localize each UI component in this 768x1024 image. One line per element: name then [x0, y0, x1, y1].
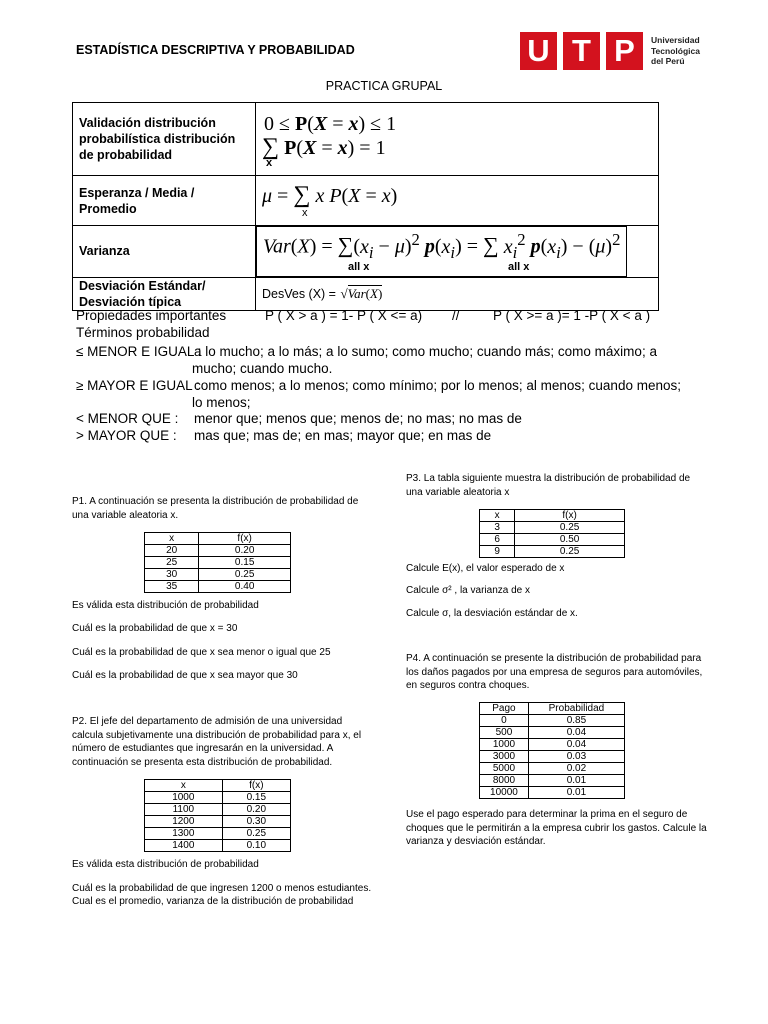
terminos-title: Términos probabilidad	[76, 325, 210, 340]
table-row: 1000 0.15	[145, 792, 291, 804]
table-header-row: x f(x)	[480, 510, 625, 522]
menor-igual-label: ≤ MENOR E IGUAL :	[76, 344, 202, 359]
p4-statement: P4. A continuación se presente la distribución de probabilidad para los daños pagados por una empresa de seguros para automóviles, en seguros contra choques.	[406, 653, 703, 691]
p3-question-3: Calcule σ, la desviación estándar de x.	[406, 608, 578, 619]
p1-question-3: Cuál es la probabilidad de que x sea menor o igual que 25	[72, 647, 331, 658]
varianza-formula: $Var(X) = \sum(x_i - \mu)^2$ $p(x_i)$ = ∑ $x_i^2$ $p(x_i) - (\mu)^2$ all x all x	[256, 226, 659, 278]
table-row: 0 0.85	[480, 715, 625, 727]
table-row: 20 0.20	[145, 545, 291, 557]
table-row: 1000 0.04	[480, 739, 625, 751]
mayor-igual-text-2: lo menos;	[192, 395, 251, 410]
page-subtitle: PRACTICA GRUPAL	[325, 79, 443, 93]
table-row: 5000 0.02	[480, 763, 625, 775]
p4-question: Use el pago esperado para determinar la prima en el seguro de choques que le permitirán a la empresa cubrir los gastos. Calcule la varianza y desviación estándar.	[406, 809, 707, 847]
table-row: 8000 0.01	[480, 775, 625, 787]
validacion-label: Validación distribución probabilística distribución de probabilidad	[73, 103, 256, 176]
table-row: 1400 0.10	[145, 840, 291, 852]
p1-question-4: Cuál es la probabilidad de que x sea mayor que 30	[72, 670, 298, 681]
p3-table	[479, 509, 625, 558]
table-row: 30 0.25	[145, 569, 291, 581]
p1-question-2: Cuál es la probabilidad de que x = 30	[72, 623, 238, 634]
propiedad-rule-2: P ( X >= a )= 1 -P ( X < a )	[493, 308, 651, 323]
menor-igual-text: a lo mucho; a lo más; a lo sumo; como mucho; cuando más; como máximo; a	[194, 344, 657, 359]
propiedad-separator: //	[452, 308, 460, 323]
menor-label: < MENOR QUE :	[76, 411, 179, 426]
table-row: 1100 0.20	[145, 804, 291, 816]
table-header-row: x f(x)	[145, 780, 291, 792]
table-row: 500 0.04	[480, 727, 625, 739]
table-row: 9 0.25	[480, 546, 625, 558]
esperanza-formula: μ = ∑ x P(X = x) x	[256, 176, 659, 226]
table-row: 3 0.25	[480, 522, 625, 534]
p2-question-3: Cual es el promedio, varianza de la distribución de probabilidad	[72, 896, 354, 907]
varianza-label: Varianza	[73, 226, 256, 278]
p3-question-2: Calcule σ² , la varianza de x	[406, 585, 531, 596]
propiedades-title: Propiedades importantes	[76, 308, 227, 323]
logo-letter-t: T	[563, 32, 600, 70]
table-row: 1300 0.25	[145, 828, 291, 840]
propiedad-rule-1: P ( X > a ) = 1- P ( X <= a)	[265, 308, 423, 323]
p1-question-1: Es válida esta distribución de probabilidad	[72, 600, 259, 611]
table-row: 1200 0.30	[145, 816, 291, 828]
p2-statement: P2. El jefe del departamento de admisión de una universidad calcula subjetivamente una distribución de probabilidad para x, el número de estudiantes que ingresarán en la universidad. A continuación se presenta esta distribución de probabilidad.	[72, 716, 362, 768]
logo-text: Universidad Tecnológica del Perú	[651, 35, 700, 66]
p1-statement: P1. A continuación se presenta la distribución de probabilidad de una variable aleatoria x.	[72, 496, 359, 521]
course-title: ESTADÍSTICA DESCRIPTIVA Y PROBABILIDAD	[76, 43, 355, 57]
p2-table	[144, 779, 291, 852]
p2-question-1: Es válida esta distribución de probabilidad	[72, 859, 259, 870]
table-header-row: x f(x)	[145, 533, 291, 545]
validacion-formula: 0 ≤ P(X = x) ≤ 1 ∑ P(X = x) = 1 x	[256, 103, 659, 176]
desviacion-formula: DesVes (X) = √Var(X)	[256, 277, 659, 310]
table-row: 35 0.40	[145, 581, 291, 593]
logo-letter-p: P	[606, 32, 643, 70]
mayor-igual-text: como menos; a lo menos; como mínimo; por lo menos; al menos; cuando menos;	[194, 378, 681, 393]
table-row: 6 0.50	[480, 534, 625, 546]
p2-question-2: Cuál es la probabilidad de que ingresen 1200 o menos estudiantes.	[72, 883, 372, 894]
mayor-text: mas que; mas de; en mas; mayor que; en mas de	[194, 428, 492, 443]
p3-question-1: Calcule E(x), el valor esperado de x	[406, 563, 565, 574]
menor-text: menor que; menos que; menos de; no mas; no mas de	[194, 411, 522, 426]
mayor-igual-label: ≥ MAYOR E IGUAL :	[76, 378, 200, 393]
p4-table	[479, 702, 625, 799]
formula-table	[72, 102, 659, 311]
table-row: 10000 0.01	[480, 787, 625, 799]
table-row: 25 0.15	[145, 557, 291, 569]
utp-logo	[520, 32, 698, 72]
table-header-row: Pago Probabilidad	[480, 703, 625, 715]
p3-statement: P3. La tabla siguiente muestra la distribución de probabilidad de una variable aleatoria x	[406, 473, 691, 498]
desviacion-label: Desviación Estándar/ Desviación típica	[73, 277, 256, 310]
p1-table	[144, 532, 291, 593]
esperanza-label: Esperanza / Media / Promedio	[73, 176, 256, 226]
menor-igual-text-2: mucho; cuando mucho.	[192, 361, 333, 376]
logo-letter-u: U	[520, 32, 557, 70]
mayor-label: > MAYOR QUE :	[76, 428, 177, 443]
table-row: 3000 0.03	[480, 751, 625, 763]
